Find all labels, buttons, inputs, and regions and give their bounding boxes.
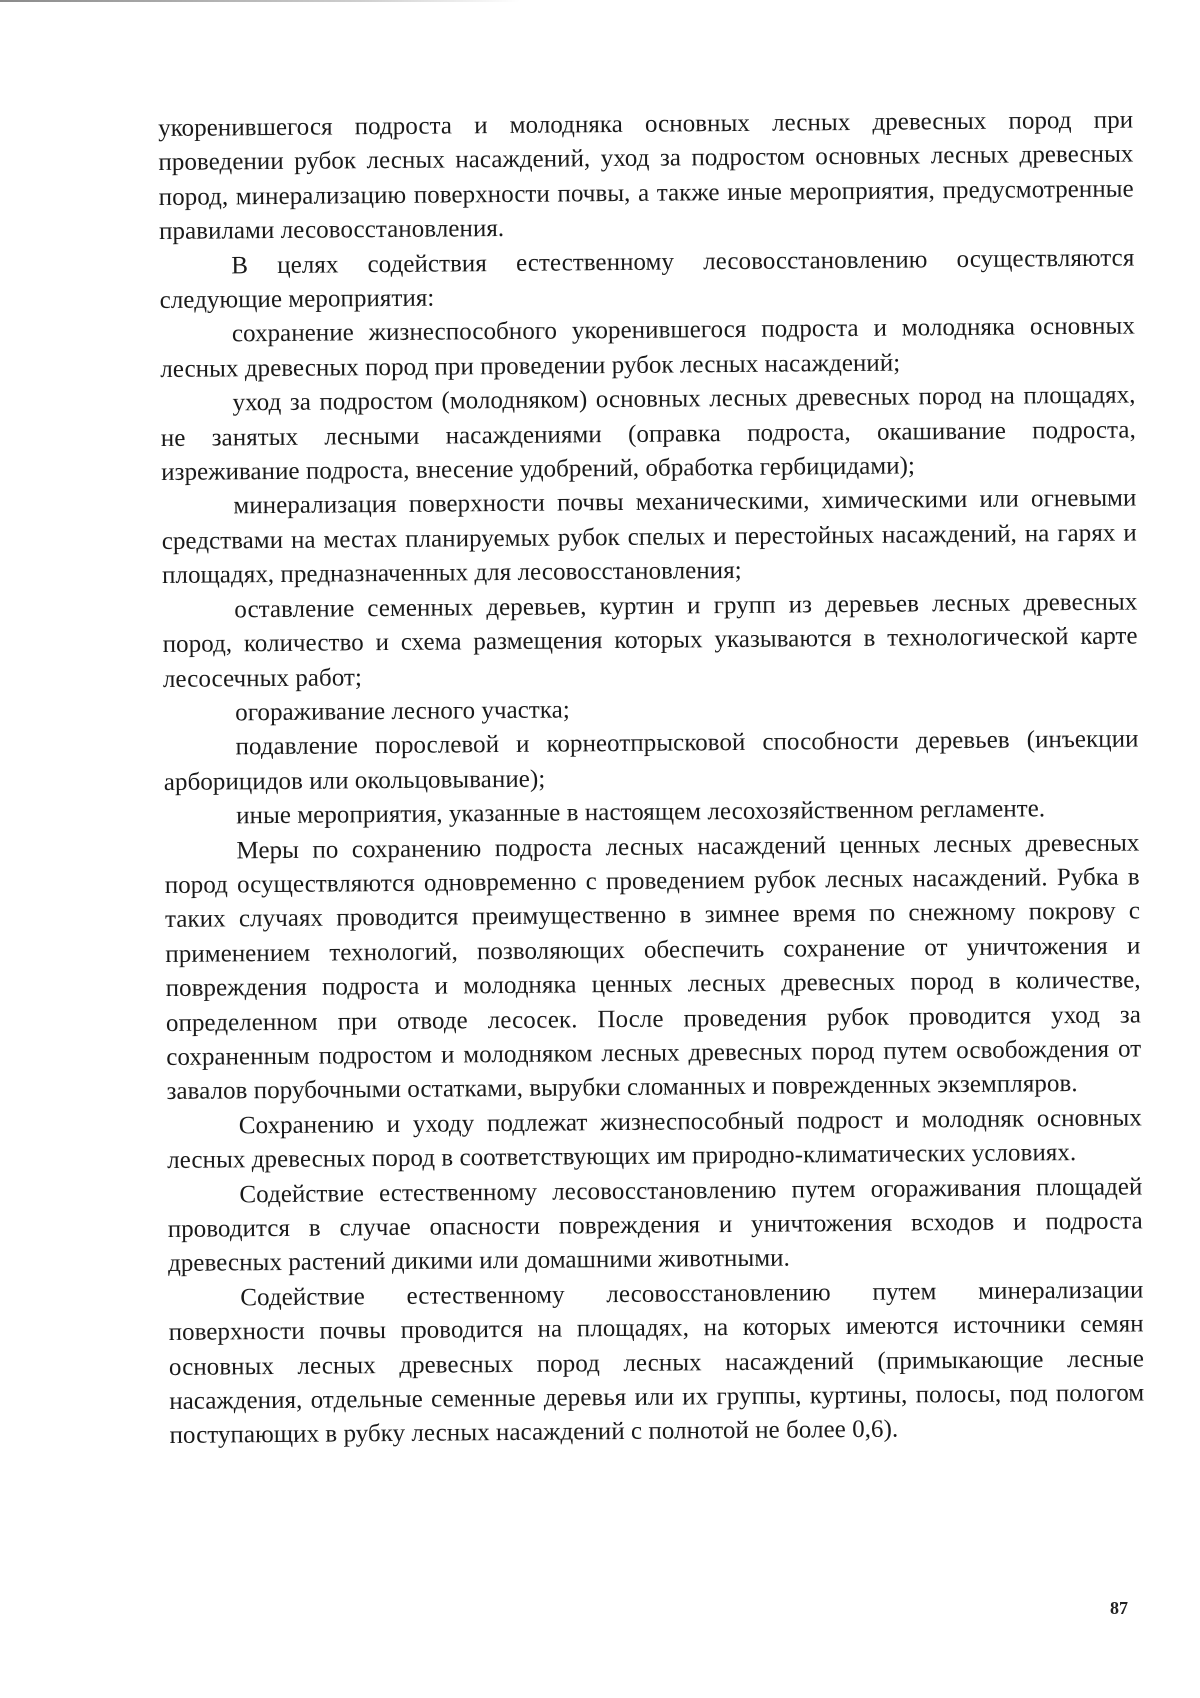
paragraph-item-preservation: сохранение жизнеспособного укоренившегося подроста и молодняка основных лесных древесных пород при проведении рубок лесных насаждений;: [160, 312, 1136, 383]
page-number: 87: [1110, 1598, 1128, 1618]
paragraph-item-care: уход за подростом (молодняком) основных лесных древесных пород на площадях, не занятых лесными насаждениями (оправка подроста, окашивание подроста, изреживание подроста, внесение удобрений, обработка гербицидами);: [160, 381, 1136, 487]
document-page: [158, 103, 1145, 1453]
paragraph-undergrowth-measures: Меры по сохранению подроста лесных насаждений ценных лесных древесных пород осуществляются одновременно с проведением рубок лесных насаждений. Рубка в таких случаях проводится преимущественно в зимнее время по снежному покрову с применением технологий, позволяющих обеспечить сохранение от уничтожения и повреждения подроста и молодняка ценных лесных древесных пород в количестве, определенном при отводе лесосек. После проведения рубок проводится уход за сохраненным подростом и молодняком лесных древесных пород путем освобождения от завалов порубочными остатками, вырубки сломанных и поврежденных экземпляров.: [164, 828, 1142, 1106]
paragraph-mineralization-assistance: Содействие естественному лесовосстановлению путем минерализации поверхности почвы проводится на площадях, на которых имеются источники семян основных лесных древесных пород лесных насаждений (примыкающие лесные насаждения, отдельные семенные деревья или их группы, куртины, полосы, под пологом поступающих в рубку лесных насаждений с полнотой не более 0,6).: [168, 1276, 1145, 1450]
paragraph-item-suppression: подавление порослевой и корнеотпрысковой способности деревьев (инъекции арборицидов или окольцовывание);: [163, 725, 1139, 796]
paragraph-item-other: иные мероприятия, указанные в настоящем лесохозяйственном регламенте.: [236, 795, 1046, 830]
paragraph-intro-measures: В целях содействия естественному лесовосстановлению осуществляются следующие мероприятия:: [159, 244, 1135, 315]
paragraph-continuation: укоренившегося подроста и молодняка основных лесных древесных пород при проведении рубок лесных насаждений, уход за подростом основных лесных древесных пород, минерализацию поверхности почвы, а также иные мероприятия, предусмотренные правилами лесовосстановления.: [158, 106, 1134, 246]
paragraph-item-fencing: огораживание лесного участка;: [235, 696, 570, 727]
paragraph-item-seed-trees: оставление семенных деревьев, куртин и групп из деревьев лесных древесных пород, количество и схема размещения которых указываются в технологической карте лесосечных работ;: [162, 588, 1138, 693]
scan-edge-line: [0, 0, 520, 2]
paragraph-item-mineralization: минерализация поверхности почвы механическими, химическими или огневыми средствами на местах планируемых рубок спелых и перестойных насаждений, на гарях и площадях, предназначенных для лесовосстановления;: [161, 484, 1137, 590]
paragraph-fencing-assistance: Содействие естественному лесовосстановлению путем огораживания площадей проводится в случае опасности повреждения и уничтожения всходов и подроста древесных растений дикими или домашними животными.: [167, 1173, 1143, 1278]
paragraph-care-subject: Сохранению и уходу подлежат жизнеспособный подрост и молодняк основных лесных древесных пород в соответствующих им природно-климатических условиях.: [167, 1104, 1142, 1175]
